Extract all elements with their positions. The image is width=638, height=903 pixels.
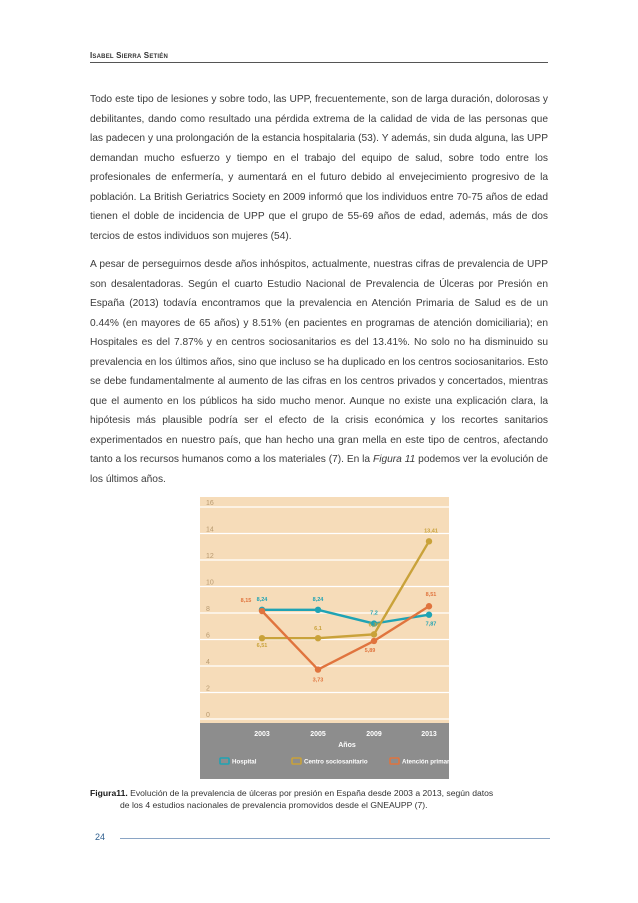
data-label-hospital-2009: 7,2 — [370, 610, 378, 617]
point-hospital-2005 — [315, 607, 321, 613]
x-tick-label-2009: 2009 — [366, 731, 382, 738]
caption-label: Figura11. — [90, 788, 128, 798]
chart-svg — [200, 497, 455, 779]
figure-11-chart — [200, 497, 455, 779]
y-tick-label-2: 2 — [206, 685, 210, 693]
legend-label-centro-sociosanitario: Centro sociosanitario — [304, 758, 368, 766]
y-tick-label-0: 0 — [206, 712, 210, 719]
paragraph-1: Todo este tipo de lesiones y sobre todo, las UPP, frecuentemente, son de larga duración, dolorosas y debilitantes, dando como resultado una pérdida extrema de la calidad de vida de las personas que las padecen y una prolongación de la estancia hospitalaria (53). Y además, sin duda alguna, las UPP demandan mucho esfuerzo y tiempo en el trabajo del equipo de salud, sobre todo entre los profesionales de enfermería, y aumentará en el futuro debido al envejecimiento progresivo de la población. La British Geriatrics Society en 2009 informó que los individuos entre 70-75 años de edad tienen el doble de incidencia de UPP que el grupo de 55-69 años de edad, además, más de dos tercios de estos individuos son mujeres (54). — [90, 94, 548, 242]
y-tick-label-16: 16 — [206, 500, 214, 507]
data-label-centro-sociosanitario-2009: 6,39 — [368, 622, 380, 629]
legend-label-atencion-primaria: Atención primaria — [402, 758, 455, 766]
data-label-atencion-primaria-2005: 3,73 — [312, 677, 324, 684]
point-atencion-primaria-2005 — [315, 666, 321, 672]
x-tick-label-2005: 2005 — [310, 731, 326, 738]
y-tick-label-4: 4 — [206, 659, 210, 666]
caption-text-2: de los 4 estudios nacionales de prevalencia promovidos desde el GNEAUPP (7). — [120, 800, 428, 810]
point-centro-sociosanitario-2013 — [426, 538, 432, 544]
point-atencion-primaria-2013 — [426, 603, 432, 609]
chart-background — [200, 497, 449, 723]
point-centro-sociosanitario-2003 — [259, 635, 265, 641]
legend-label-hospital: Hospital — [232, 758, 257, 766]
data-label-hospital-2003: 8,24 — [256, 596, 268, 603]
page-number: 24 — [95, 832, 106, 842]
footer-rule — [120, 838, 550, 839]
figure-reference: Figura 11 — [372, 454, 416, 465]
caption-text: Evolución de la prevalencia de úlceras por presión en España desde 2003 a 2013, según datos — [130, 788, 494, 798]
x-tick-label-2003: 2003 — [254, 731, 270, 738]
data-label-centro-sociosanitario-2013: 13,41 — [424, 528, 438, 535]
data-label-hospital-2005: 8,24 — [312, 596, 324, 603]
point-atencion-primaria-2003 — [259, 608, 265, 614]
y-tick-label-6: 6 — [206, 632, 210, 640]
x-tick-label-2013: 2013 — [421, 731, 437, 738]
x-axis-label: Años — [338, 742, 356, 749]
point-centro-sociosanitario-2005 — [315, 635, 321, 641]
point-atencion-primaria-2009 — [371, 638, 377, 644]
paragraph-2-text: A pesar de perseguirnos desde años inhóspitos, actualmente, nuestras cifras de prevalencia de UPP son desalentadoras. Según el cuarto Estudio Nacional de Prevalencia de Úlceras por Presión en España (2013) todavía encontramos que la prevalencia en Atención Primaria de Salud es de un 0.44% (en mayores de 65 años) y 8.51% (en pacientes en programas de atención domiciliaria); en Hospitales es del 7.87% y en centros sociosanitarios es del 13.41%. No solo no ha disminuido su prevalencia en los últimos años, sino que incluso se ha duplicado en los centros sociosanitarios. Esto se debe fundamentalmente al aumento de las cifras en los centros privados y concertados, mientras que el aumento en los públicos ha sido mucho menor. Aunque no existe una explicación clara, la hipótesis más plausible podría ser el efecto de la crisis económica y los recortes sanitarios experimentados en nuestro país, que han hecho una gran mella en este tipo de centros, afectando tanto a los recursos humanos como a los materiales (7). En la — [90, 259, 548, 465]
y-tick-label-14: 14 — [206, 526, 214, 534]
data-label-hospital-2013: 7,87 — [425, 621, 437, 628]
data-label-centro-sociosanitario-2005: 6,1 — [314, 626, 322, 633]
y-tick-label-10: 10 — [206, 579, 214, 587]
data-label-atencion-primaria-2009: 5,89 — [364, 647, 376, 654]
paragraph-2-tail: podemos ver la evolución de los últimos años. — [90, 454, 548, 485]
point-hospital-2013 — [426, 612, 432, 618]
data-label-atencion-primaria-2013: 8,51 — [425, 592, 437, 599]
body-text — [90, 90, 548, 498]
running-header — [90, 51, 548, 63]
y-tick-label-8: 8 — [206, 606, 210, 613]
paragraph-2 — [90, 255, 548, 489]
point-centro-sociosanitario-2009 — [371, 631, 377, 637]
figure-caption — [90, 787, 550, 811]
y-tick-label-12: 12 — [206, 553, 214, 560]
header-author: Isabel Sierra Setién — [90, 51, 169, 60]
data-label-atencion-primaria-2003: 8,15 — [240, 598, 252, 605]
data-label-centro-sociosanitario-2003: 6,51 — [256, 643, 268, 650]
